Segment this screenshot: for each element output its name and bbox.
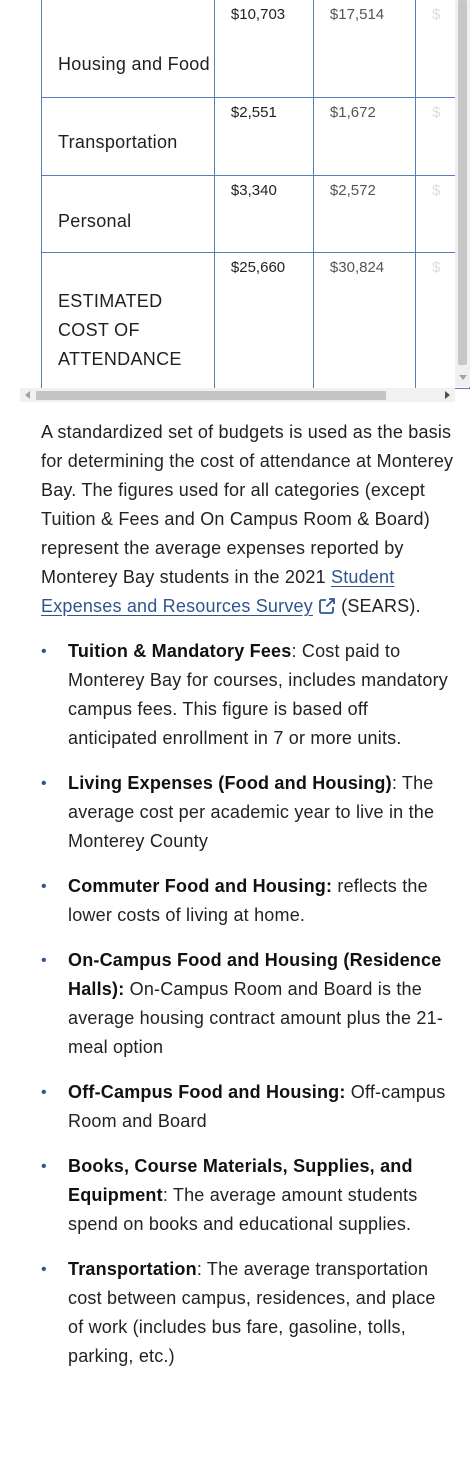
- external-link-icon[interactable]: [318, 595, 336, 613]
- definition-term: Tuition & Mandatory Fees: [68, 641, 292, 661]
- bullet-icon: •: [41, 775, 47, 792]
- sears-survey-link[interactable]: Student Expenses and Resources Survey: [41, 567, 395, 616]
- definition-description: On-Campus Room and Board is the average housing contract amount plus the 21-meal option: [68, 979, 444, 1057]
- definitions-list: [0, 637, 450, 1371]
- cost-cell-v1: [214, 253, 313, 389]
- bullet-icon: •: [41, 952, 47, 969]
- definition-item: [0, 1255, 450, 1371]
- definition-description: The average cost per academic year to live in the Monterey County: [68, 773, 435, 851]
- vertical-scrollbar[interactable]: [455, 0, 470, 387]
- definition-item: [0, 769, 450, 856]
- scroll-right-arrow-icon[interactable]: [445, 391, 450, 399]
- intro-text-end: (SEARS).: [335, 596, 421, 616]
- cost-cell-v1: [214, 98, 313, 176]
- horizontal-scrollbar-thumb[interactable]: [36, 391, 386, 400]
- definition-term: Transportation: [68, 1259, 197, 1279]
- cost-of-attendance-table: [41, 0, 470, 389]
- row-label-text: Housing and Food: [58, 54, 210, 74]
- row-label-text: Personal: [58, 211, 132, 231]
- table-row: [42, 253, 470, 389]
- row-label: [42, 253, 215, 389]
- horizontal-scrollbar[interactable]: [20, 388, 455, 402]
- table-row: [42, 98, 470, 176]
- definition-separator: :: [162, 1185, 173, 1205]
- bullet-icon: •: [41, 1261, 47, 1278]
- row-label-text: ESTIMATED COST OF ATTENDANCE: [58, 291, 182, 369]
- row-label: [42, 0, 215, 98]
- cost-cell-v1: [214, 0, 313, 98]
- cost-cell-v2: [313, 253, 415, 389]
- cost-value: $17,514: [329, 6, 385, 23]
- intro-text: A standardized set of budgets is used as the basis for determining the cost of attendance at Monterey Bay. The figures used for all categories (except Tuition & Fees and On Campus Room & Board) represent the average expenses reported by Monterey Bay students in the 2021: [41, 422, 454, 587]
- definition-item: [0, 946, 450, 1062]
- definition-description: The average transportation cost between campus, residences, and place of work (includes bus fare, gasoline, tolls, parking, etc.): [68, 1259, 436, 1366]
- cost-value: $2,572: [329, 182, 376, 199]
- definition-separator: :: [391, 773, 402, 793]
- row-label: [42, 98, 215, 176]
- row-label-text: Transportation: [58, 132, 178, 152]
- cost-value: $1,672: [329, 104, 376, 121]
- definition-term: Off-Campus Food and Housing:: [68, 1082, 346, 1102]
- definition-term: On-Campus Food and Housing (Residence Halls):: [68, 950, 442, 999]
- definition-term: Commuter Food and Housing:: [68, 876, 333, 896]
- definition-description: reflects the lower costs of living at home.: [68, 876, 428, 925]
- bullet-icon: •: [41, 1158, 47, 1175]
- cost-value: $: [432, 104, 441, 121]
- definition-term: Books, Course Materials, Supplies, and Equipment: [68, 1156, 413, 1205]
- main-content: [41, 418, 456, 1387]
- cost-cell-v2: [313, 176, 415, 253]
- cost-cell-v2: [313, 0, 415, 98]
- cost-value: $25,660: [230, 259, 286, 276]
- bullet-icon: •: [41, 643, 47, 660]
- row-label: [42, 176, 215, 253]
- definition-description: Off-campus Room and Board: [68, 1082, 446, 1131]
- cost-value: $10,703: [230, 6, 286, 23]
- cost-value: $: [432, 182, 441, 199]
- scroll-left-arrow-icon[interactable]: [25, 391, 30, 399]
- definition-item: [0, 1078, 450, 1136]
- cost-table-container: [0, 0, 470, 403]
- cost-value: $: [432, 6, 441, 23]
- definition-separator: :: [291, 641, 302, 661]
- vertical-scrollbar-thumb[interactable]: [458, 0, 467, 365]
- bullet-icon: •: [41, 1084, 47, 1101]
- definition-item: [0, 637, 450, 753]
- cost-cell-v2: [313, 98, 415, 176]
- intro-paragraph: [41, 418, 456, 621]
- cost-value: $: [432, 259, 441, 276]
- definition-separator: :: [196, 1259, 207, 1279]
- table-row: [42, 0, 470, 98]
- bullet-icon: •: [41, 878, 47, 895]
- definition-item: [0, 1152, 450, 1239]
- definition-description: Cost paid to Monterey Bay for courses, includes mandatory campus fees. This figure is based off anticipated enrollment in 7 or more units.: [68, 641, 448, 748]
- scroll-down-arrow-icon[interactable]: [459, 375, 467, 380]
- cost-value: $30,824: [329, 259, 385, 276]
- cost-cell-v1: [214, 176, 313, 253]
- definition-description: The average amount students spend on books and educational supplies.: [68, 1185, 418, 1234]
- definition-item: [0, 872, 450, 930]
- definition-term: Living Expenses (Food and Housing): [68, 773, 392, 793]
- cost-value: $2,551: [230, 104, 277, 121]
- cost-value: $3,340: [230, 182, 277, 199]
- table-row: [42, 176, 470, 253]
